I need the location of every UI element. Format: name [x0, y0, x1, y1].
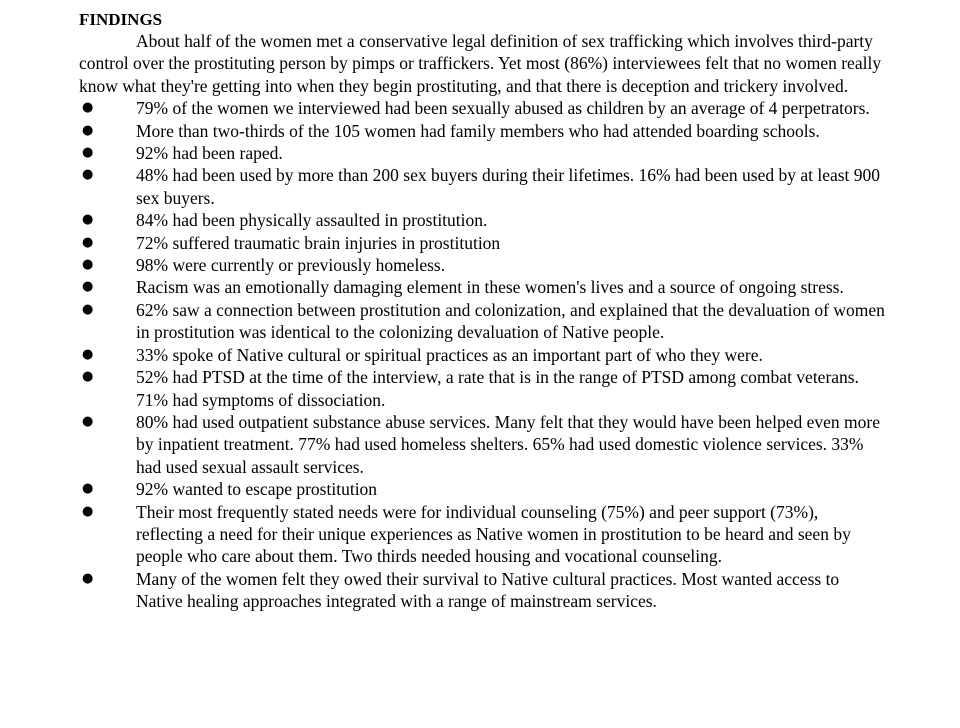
list-item	[79, 568, 889, 613]
bullet-icon: ●	[82, 481, 94, 497]
bullet-icon: ●	[82, 167, 94, 183]
bullet-icon: ●	[82, 570, 94, 586]
list-item-text: 98% were currently or previously homeless.	[136, 255, 446, 276]
bullet-icon: ●	[82, 257, 94, 273]
list-item	[79, 142, 889, 164]
list-item	[79, 299, 889, 344]
list-item-text: 62% saw a connection between prostitution and colonization, and explained that the devaluation of women in prostitution was identical to the colonizing devaluation of Native people.	[136, 299, 885, 343]
bullet-icon: ●	[82, 145, 94, 161]
list-item	[79, 411, 889, 478]
findings-list	[79, 97, 889, 612]
findings-heading: FINDINGS	[79, 10, 163, 29]
intro-paragraph: About half of the women met a conservative legal definition of sex trafficking which involves third-party control over the prostituting person by pimps or traffickers. Yet most (86%) interviewees felt that no women really know what they're getting into when they begin prostituting, and that there is deception and trickery involved.	[79, 31, 882, 96]
list-item	[79, 232, 889, 254]
bullet-icon: ●	[82, 279, 94, 295]
list-item-text: Racism was an emotionally damaging element in these women's lives and a source of ongoing stress.	[136, 277, 844, 298]
list-item	[79, 366, 889, 411]
list-item	[79, 120, 889, 142]
bullet-icon: ●	[82, 503, 94, 519]
list-item-text: Their most frequently stated needs were for individual counseling (75%) and peer support (73%), reflecting a need for their unique experiences as Native women in prostitution to be heard and seen by people who care about them. Two thirds needed housing and vocational counseling.	[136, 501, 851, 567]
bullet-icon: ●	[82, 212, 94, 228]
bullet-icon: ●	[82, 369, 94, 385]
list-item-text: 80% had used outpatient substance abuse services. Many felt that they would have been helped even more by inpatient treatment. 77% had used homeless shelters. 65% had used domestic violence services. 33% had used sexual assault services.	[136, 411, 880, 477]
list-item	[79, 501, 889, 568]
bullet-icon: ●	[82, 100, 94, 116]
list-item	[79, 344, 889, 366]
list-item-text: 79% of the women we interviewed had been sexually abused as children by an average of 4 perpetrators.	[136, 98, 870, 119]
list-item-text: 48% had been used by more than 200 sex buyers during their lifetimes. 16% had been used by at least 900 sex buyers.	[136, 165, 881, 208]
list-item-text: 52% had PTSD at the time of the interview, a rate that is in the range of PTSD among combat veterans. 71% had symptoms of dissociation.	[136, 367, 859, 410]
bullet-icon: ●	[82, 122, 94, 138]
list-item-text: 84% had been physically assaulted in prostitution.	[136, 210, 488, 231]
list-item	[79, 276, 889, 298]
list-item-text: Many of the women felt they owed their survival to Native cultural practices. Most wanted access to Native healing approaches integrated with a range of mainstream services.	[136, 568, 840, 612]
document-page	[79, 9, 889, 613]
bullet-icon: ●	[82, 301, 94, 317]
list-item-text: 92% had been raped.	[136, 143, 283, 164]
list-item	[79, 209, 889, 231]
bullet-icon: ●	[82, 413, 94, 429]
bullet-icon: ●	[82, 234, 94, 250]
list-item-text: 92% wanted to escape prostitution	[136, 479, 378, 500]
bullet-icon: ●	[82, 346, 94, 362]
list-item-text: More than two-thirds of the 105 women had family members who had attended boarding schools.	[136, 120, 820, 141]
list-item-text: 33% spoke of Native cultural or spiritual practices as an important part of who they were.	[136, 344, 763, 365]
list-item	[79, 164, 889, 209]
list-item	[79, 97, 889, 119]
list-item-text: 72% suffered traumatic brain injuries in prostitution	[136, 232, 501, 253]
list-item	[79, 254, 889, 276]
list-item	[79, 478, 889, 500]
